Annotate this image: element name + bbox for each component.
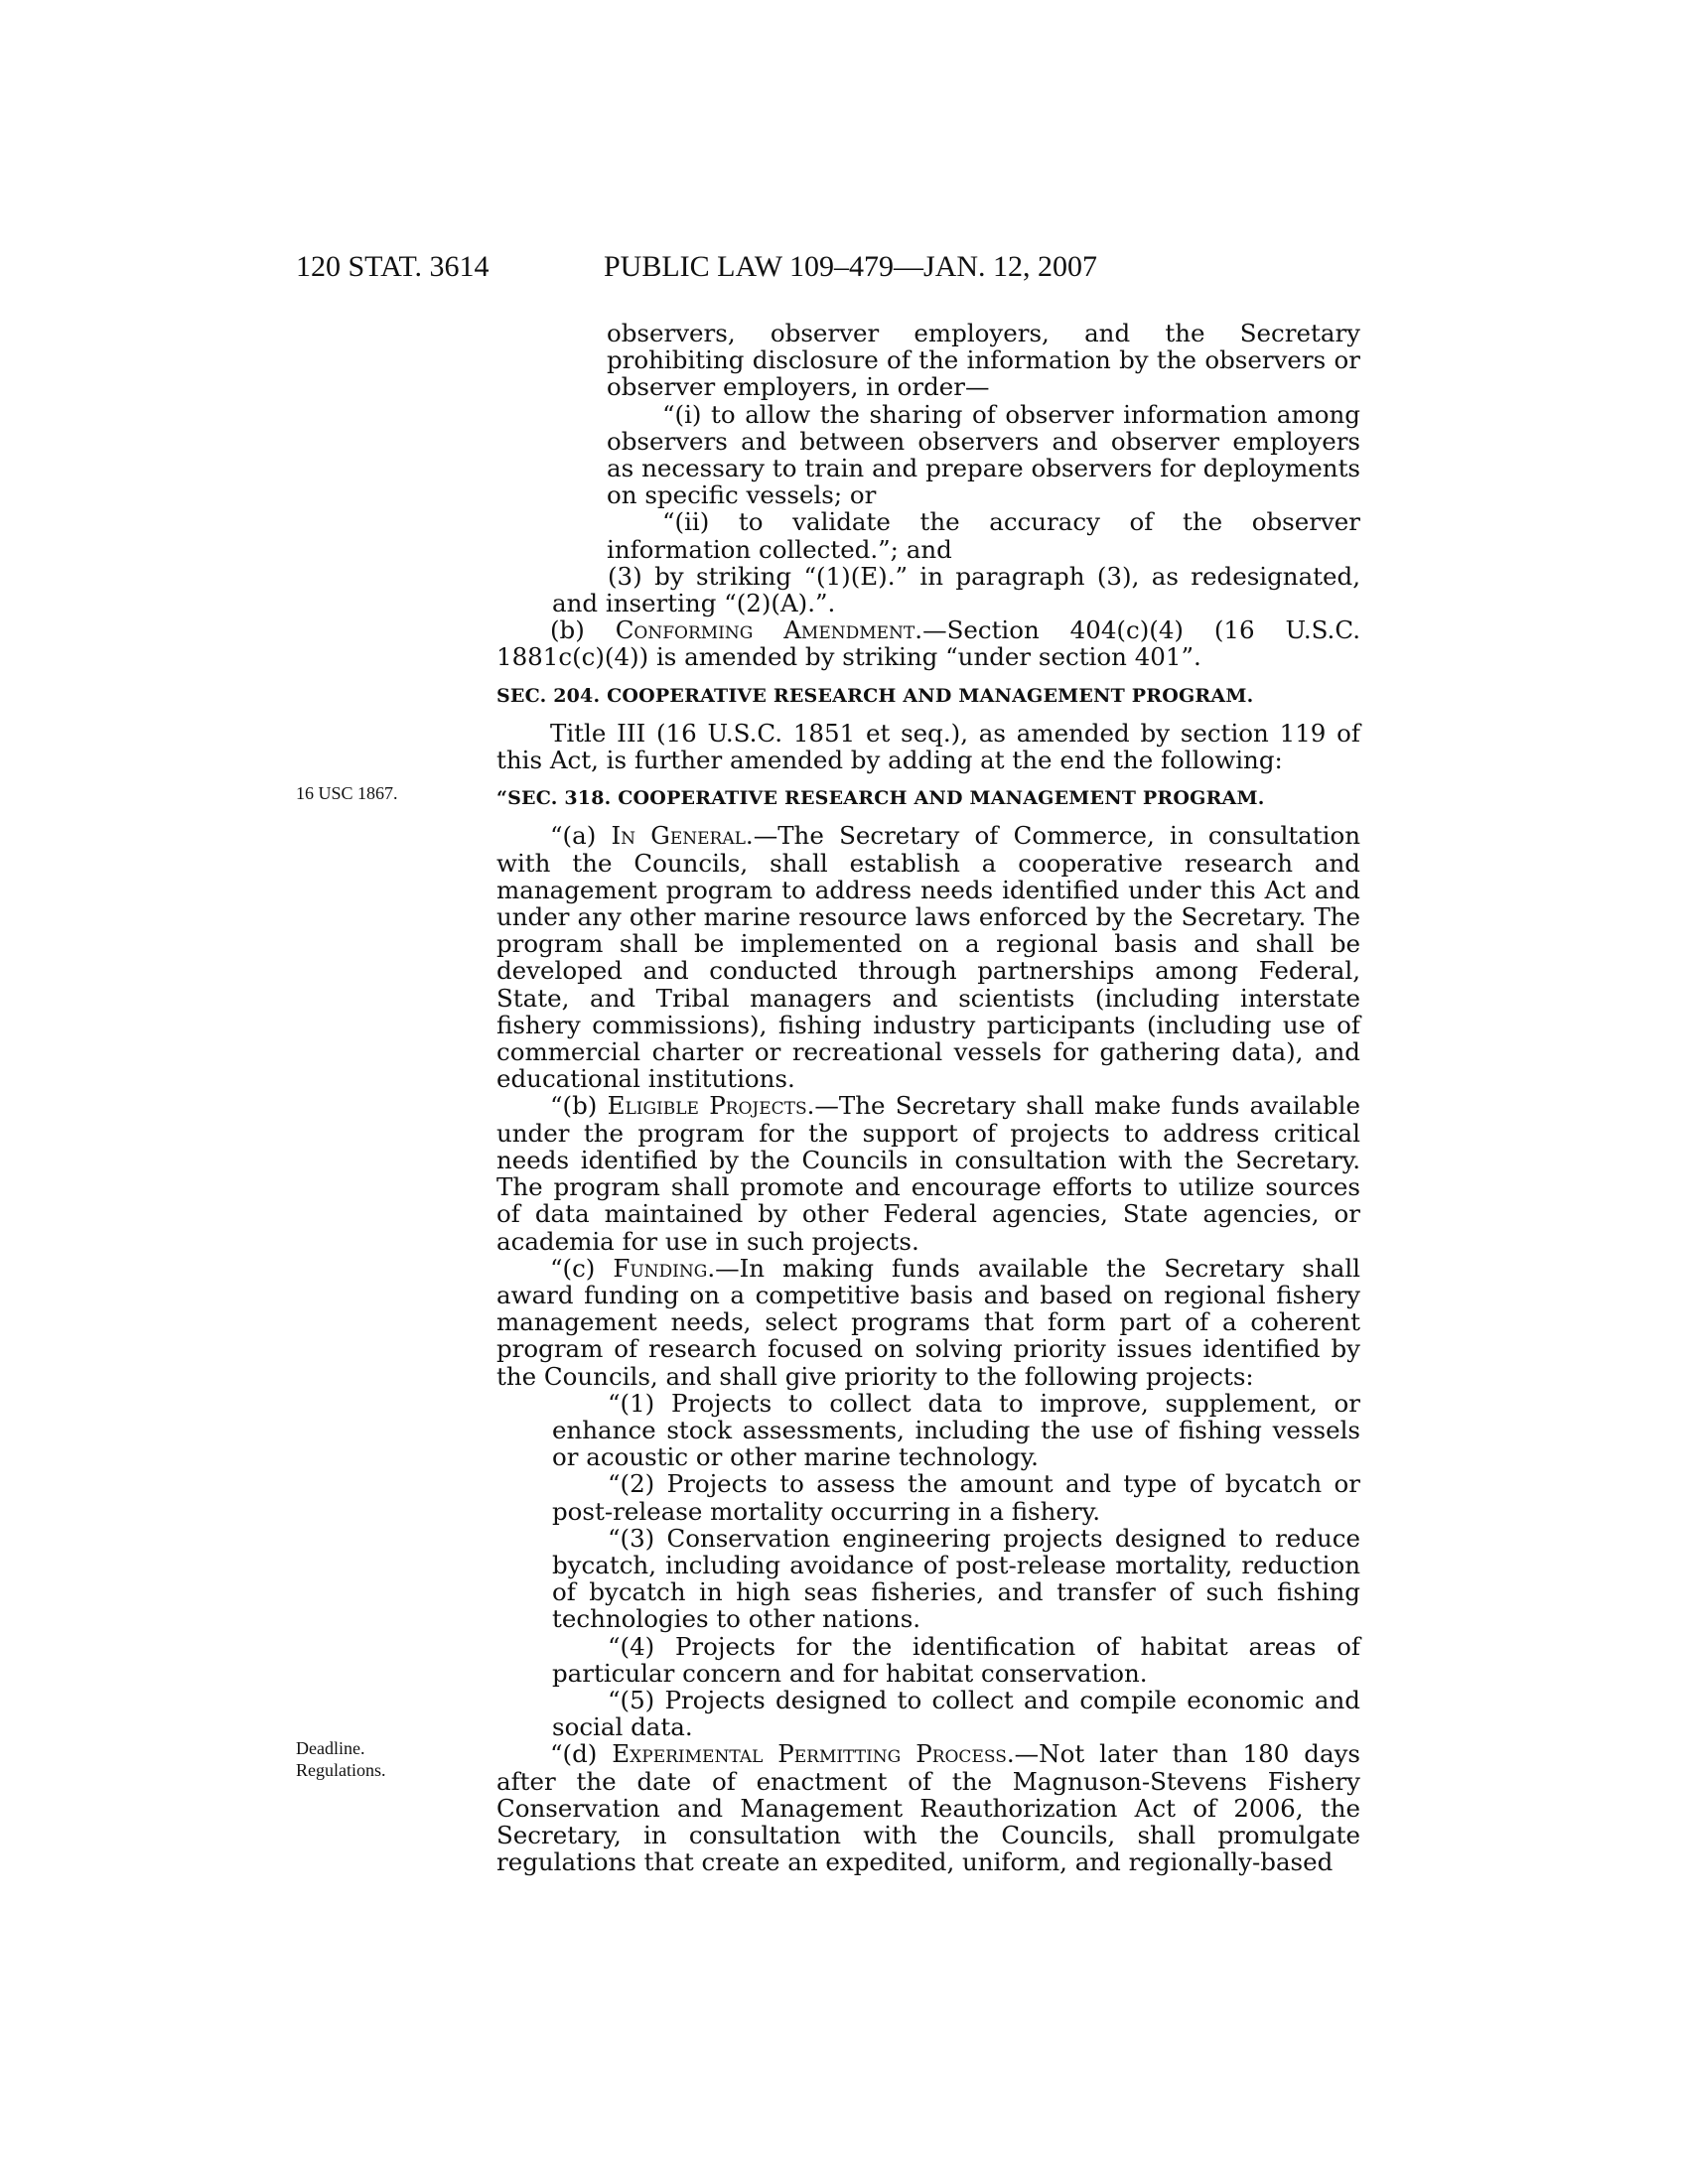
subsection-c [496,1255,1360,1390]
paragraph-c4: “(4) Projects for the identification of habitat areas of particular concern and for habitat conservation. [552,1631,1360,1688]
subsection-heading: In General. [611,821,754,851]
subsection-b-conforming [496,616,1360,670]
clause-ii: “(ii) to validate the accuracy of the observer information collected.”; and [607,507,1360,564]
subsection-label: (b) [550,615,616,645]
paragraph-3: (3) by striking “(1)(E).” in paragraph (3), as redesignated, and inserting “(2)(A).”. [552,561,1360,618]
paragraph-continuation: observers, observer employers, and the Secretary prohibiting disclosure of the information by the observers or observer employers, in order— [607,319,1360,402]
section-204-text: Title III (16 U.S.C. 1851 et seq.), as amended by section 119 of this Act, is further amended by adding at the end the following: [496,718,1360,775]
subsection-label: “(d) [550,1739,613,1769]
clause-i: “(i) to allow the sharing of observer information among observers and between observers and observer employers as necessary to train and prepare observers for deployments on specific vessels; or [607,399,1360,510]
paragraph-c5: “(5) Projects designed to collect and compile economic and social data. [552,1685,1360,1742]
document-body [496,320,1360,1875]
subsection-label: “(c) [550,1253,614,1283]
subsection-d [496,1740,1360,1875]
subsection-text: —The Secretary shall make funds available under the program for the support of projects to address critical needs identified by the Councils in consultation with the Secretary. The program shall promote and encourage efforts to utilize sources of data maintained by other Federal agencies, State agencies, or academia for use in such projects. [496,1091,1361,1256]
running-header-title: PUBLIC LAW 109–479—JAN. 12, 2007 [604,250,1098,283]
stat-page-number: 120 STAT. 3614 [296,250,490,283]
section-318-heading: “SEC. 318. COOPERATIVE RESEARCH AND MANAGEMENT PROGRAM. [496,787,1265,810]
subsection-label: “(b) [550,1091,608,1121]
paragraph-c2: “(2) Projects to assess the amount and type of bycatch or post-release mortality occurring in a fishery. [552,1469,1360,1526]
margin-note-deadline: Deadline. [296,1738,365,1758]
subsection-heading: Eligible Projects. [607,1091,815,1121]
subsection-text: —Not later than 180 days after the date of enactment of the Magnuson-Stevens Fishery Conservation and Management Reauthorization Act of 2006, the Secretary, in consultation with the Councils, shall promulgate regulations that create an expedited, uniform, and regionally-based [496,1739,1360,1877]
subsection-text: —Section 404(c)(4) (16 U.S.C. 1881c(c)(4)) is amended by striking “under section 401”. [496,615,1361,672]
subsection-text: —In making funds available the Secretary shall award funding on a competitive basis and based on regional fishery management needs, select programs that form part of a coherent program of research focused on solving priority issues identified by the Councils, and shall give priority to the following projects: [496,1253,1361,1391]
subsection-text: —The Secretary of Commerce, in consultation with the Councils, shall establish a cooperative research and management program to address needs identified under this Act and under any other marine resource laws enforced by the Secretary. The program shall be implemented on a regional basis and shall be developed and conducted through partnerships among Federal, State, and Tribal managers and scientists (including interstate fishery commissions), fishing industry participants (including use of commercial charter or recreational vessels for gathering data), and educational institutions. [496,821,1360,1094]
paragraph-c1: “(1) Projects to collect data to improve, supplement, or enhance stock assessments, including the use of fishing vessels or acoustic or other marine technology. [552,1388,1360,1472]
section-204-heading: SEC. 204. COOPERATIVE RESEARCH AND MANAGEMENT PROGRAM. [496,684,1254,707]
subsection-a [496,822,1360,1092]
subsection-label: “(a) [550,821,612,851]
margin-note-usc: 16 USC 1867. [296,783,398,803]
subsection-heading: Conforming Amendment. [615,615,923,645]
subsection-heading: Experimental Permitting Process. [612,1739,1015,1769]
paragraph-c3: “(3) Conservation engineering projects designed to reduce bycatch, including avoidance of post-release mortality, reduction of bycatch in high seas fisheries, and transfer of such fishing technologies to other nations. [552,1523,1360,1634]
subsection-b [496,1092,1360,1254]
subsection-heading: Funding. [613,1253,716,1283]
margin-note-regulations: Regulations. [296,1760,386,1780]
